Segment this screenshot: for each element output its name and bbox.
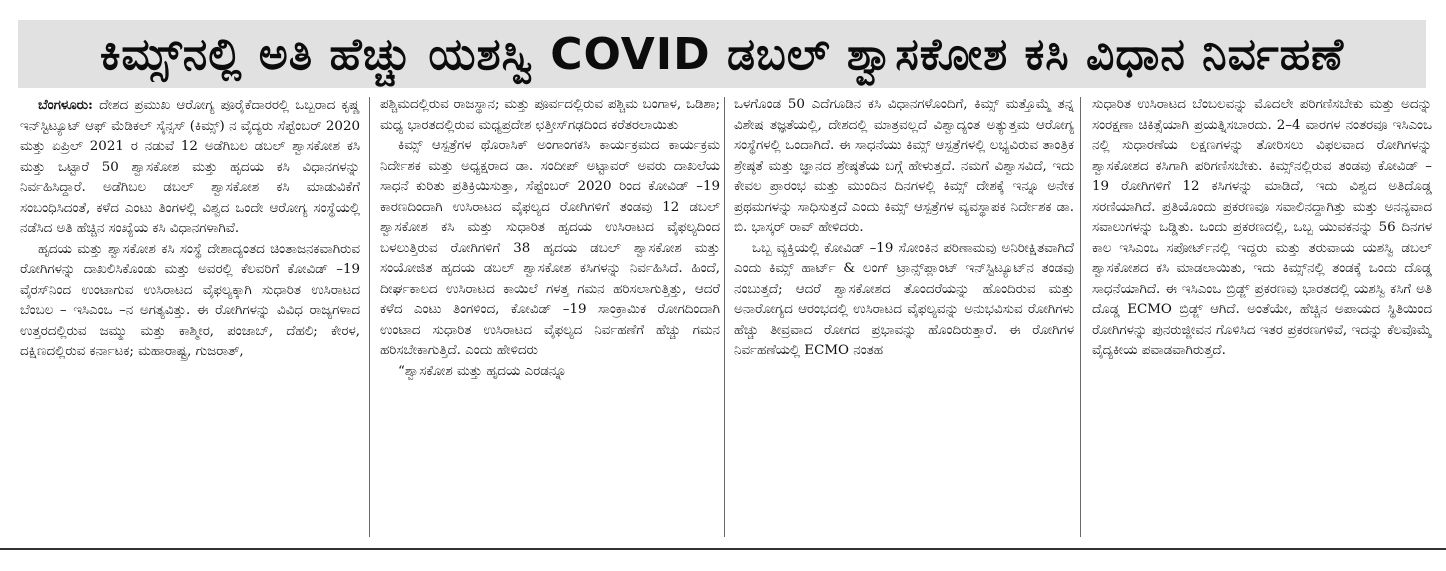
paragraph-text: ದೇಶದ ಪ್ರಮುಖ ಆರೋಗ್ಯ ಪೂರೈಕೆದಾರರಲ್ಲಿ ಒಬ್ಬರಾದ ಕೃಷ್ಣ ಇನ್‌ಸ್ಟಿಟ್ಯೂಟ್ ಆಫ್ ಮೆಡಿಕಲ್ ಸೈನ್ಸಸ್ (ಕಿಮ್ಸ್) ನ ವೈದ್ಯರು ಸೆಪ್ಟೆಂಬರ್ 2020 ಮತ್ತು ಏಪ್ರಿಲ್ 2021 ರ ನಡುವೆ 12 ಅಡೆಗಿಬಲ ಡಬಲ್ ಶ್ವಾಸಕೋಶ ಕಸಿ ಮತ್ತು ಒಟ್ಟಾರೆ 50 ಶ್ವಾಸಕೋಶ ಮತ್ತು ಹೃದಯ ಕಸಿ ವಿಧಾನಗಳನ್ನು ನಿರ್ವಹಿಸಿದ್ದಾರೆ. ಅಡೆಗಿಬಲ ಡಬಲ್ ಶ್ವಾಸಕೋಶ ಕಸಿ ಮಾಡುವಿಕೆಗೆ ಸಂಬಂಧಿಸಿದಂತೆ, ಕಳೆದ ಎಂಟು ತಿಂಗಳಲ್ಲಿ ವಿಶ್ವದ ಒಂದೇ ಆರೋಗ್ಯ ಸಂಸ್ಥೆಯಲ್ಲಿ ನಡೆಸಿದ ಅತಿ ಹೆಚ್ಚಿನ ಸಂಖ್ಯೆಯ ಕಸಿ ವಿಧಾನಗಳಾಗಿವೆ. — [20, 98, 360, 236]
headline: ಕಿಮ್ಸ್‌ನಲ್ಲಿ ಅತಿ ಹೆಚ್ಚು ಯಶಸ್ವಿ COVID ಡಬಲ್ ಶ್ವಾಸಕೋಶ ಕಸಿ ವಿಧಾನ ನಿರ್ವಹಣೆ — [18, 20, 1426, 88]
page-bottom-divider — [0, 548, 1446, 550]
article-paragraph: ಕಿಮ್ಸ್ ಆಸ್ಪತ್ರೆಗಳ ಥೊರಾಸಿಕ್ ಅಂಗಾಂಗಕಸಿ ಕಾರ್ಯಕ್ರಮದ ಕಾರ್ಯಕ್ರಮ ನಿರ್ದೇಶಕ ಮತ್ತು ಅಧ್ಯಕ್ಷರಾದ ಡಾ. ಸಂದೀಪ್ ಅಟ್ಟಾವರ್ ಅವರು ದಾಖಲೆಯ ಸಾಧನೆ ಕುರಿತು ಪ್ರತಿಕ್ರಿಯಿಸುತ್ತಾ, ಸೆಪ್ಟೆಂಬರ್ 2020 ರಿಂದ ಕೋವಿಡ್ –19 ಕಾರಣದಿಂದಾಗಿ ಉಸಿರಾಟದ ವೈಫಲ್ಯದ ರೋಗಿಗಳಿಗೆ ತಂಡವು 12 ಡಬಲ್ ಶ್ವಾಸಕೋಶ ಕಸಿ ಮತ್ತು ಸುಧಾರಿತ ಹೃದಯ ಉಸಿರಾಟದ ವೈಫಲ್ಯದಿಂದ ಬಳಲುತ್ತಿರುವ ರೋಗಿಗಳಿಗೆ 38 ಹೃದಯ ಡಬಲ್ ಶ್ವಾಸಕೋಶ ಮತ್ತು ಸಂಯೋಜಿತ ಹೃದಯ ಡಬಲ್ ಶ್ವಾಸಕೋಶ ಕಸಿಗಳನ್ನು ನಿರ್ವಹಿಸಿದೆ. ಹಿಂದೆ, ದೀರ್ಘಕಾಲದ ಉಸಿರಾಟದ ಕಾಯಿಲೆ ಗಳತ್ತ ಗಮನ ಹರಿಸಲಾಗುತ್ತಿತ್ತು, ಆದರೆ ಕಳೆದ ಎಂಟು ತಿಂಗಳಿಂದ, ಕೋವಿಡ್ –19 ಸಾಂಕ್ರಾಮಿಕ ರೋಗದಿಂದಾಗಿ ಉಂಟಾದ ಸುಧಾರಿತ ಉಸಿರಾಟದ ವೈಫಲ್ಯದ ನಿರ್ವಹಣೆಗೆ ಹೆಚ್ಚು ಗಮನ ಹರಿಸಬೇಕಾಗುತ್ತಿದೆ. ಎಂದು ಹೇಳಿದರು — [380, 138, 720, 358]
article-paragraph: ಸುಧಾರಿತ ಉಸಿರಾಟದ ಬೆಂಬಲವನ್ನು ಮೊದಲೇ ಪರಿಗಣಿಸಬೇಕು ಮತ್ತು ಅದನ್ನು ಸಂರಕ್ಷಣಾ ಚಿಕಿತ್ಸೆಯಾಗಿ ಪ್ರಯತ್ನಿಸಬಾರದು. 2–4 ವಾರಗಳ ನಂತರವೂ ಇಸಿಎಂಒ ನಲ್ಲಿ ಸುಧಾರಣೆಯ ಲಕ್ಷಣಗಳನ್ನು ತೋರಿಸಲು ವಿಫಲವಾದ ರೋಗಿಗಳನ್ನು ಶ್ವಾಸಕೋಶದ ಕಸಿಗಾಗಿ ಪರಿಗಣಿಸಬೇಕು. ಕಿಮ್ಸ್‌ನಲ್ಲಿರುವ ತಂಡವು ಕೋವಿಡ್ –19 ರೋಗಿಗಳಿಗೆ 12 ಕಸಿಗಳನ್ನು ಮಾಡಿದೆ, ಇದು ವಿಶ್ವದ ಅತಿದೊಡ್ಡ ಸರಣಿಯಾಗಿದೆ. ಪ್ರತಿಯೊಂದು ಪ್ರಕರಣವೂ ಸವಾಲಿನದ್ದಾಗಿತ್ತು ಮತ್ತು ಅನನ್ಯವಾದ ಸವಾಲುಗಳನ್ನು ಒಡ್ಡಿತು. ಒಂದು ಪ್ರಕರಣದಲ್ಲಿ, ಒಬ್ಬ ಯುವಕನನ್ನು 56 ದಿನಗಳ ಕಾಲ ಇಸಿಎಂಒ ಸಪೋರ್ಟ್‌ನಲ್ಲಿ ಇದ್ದರು ಮತ್ತು ತರುವಾಯ ಯಶಸ್ವಿ ಡಬಲ್ ಶ್ವಾಸಕೋಶದ ಕಸಿ ಮಾಡಲಾಯಿತು, ಇದು ಕಿಮ್ಸ್‌ನಲ್ಲಿ ತಂಡಕ್ಕೆ ಒಂದು ದೊಡ್ಡ ಸಾಧನೆಯಾಗಿದೆ. ಈ ಇಸಿಎಂಒ ಬ್ರಿಡ್ಜ್ ಪ್ರಕರಣವು ಭಾರತದಲ್ಲಿ ಯಶಸ್ವಿ ಕಸಿಗೆ ಅತಿ ದೊಡ್ಡ ECMO ಬ್ರಿಡ್ಜ್ ಆಗಿದೆ. ಅಂತೆಯೇ, ಹೆಚ್ಚಿನ ಅಪಾಯದ ಸ್ಥಿತಿಯಿಂದ ರೋಗಿಗಳನ್ನು ಪುನರುಜ್ಜೀವನ ಗೊಳಿಸಿದ ಇತರ ಪ್ರಕರಣಗಳಿವೆ, ಇದನ್ನು ಕೆಲವೊಮ್ಮೆ ವೈದ್ಯಕೀಯ ಪವಾಡವಾಗಿರುತ್ತದೆ. — [1092, 97, 1432, 358]
article-paragraph: “ಶ್ವಾಸಕೋಶ ಮತ್ತು ಹೃದಯ ಎರಡನ್ನೂ — [398, 363, 567, 379]
article-column-2 — [380, 95, 720, 543]
article-paragraph: ಒಬ್ಬ ವ್ಯಕ್ತಿಯಲ್ಲಿ ಕೋವಿಡ್ –19 ಸೋಂಕಿನ ಪರಿಣಾಮವು ಅನಿರೀಕ್ಷಿತವಾಗಿದೆ ಎಂದು ಕಿಮ್ಸ್ ಹಾರ್ಟ್ & ಲಂಗ್ ಟ್ರಾನ್ಸ್‌ಪ್ಲಾಂಟ್ ಇನ್‌ಸ್ಟಿಟ್ಯೂಟ್‌ನ ತಂಡವು ನಂಬುತ್ತದೆ; ಆದರೆ ಶ್ವಾಸಕೋಶದ ತೊಂದರೆಯನ್ನು ಹೊಂದಿರುವ ಮತ್ತು ಅನಾರೋಗ್ಯದ ಆರಂಭದಲ್ಲಿ ಉಸಿರಾಟದ ವೈಫಲ್ಯವನ್ನು ಅನುಭವಿಸುವ ರೋಗಿಗಳು ಹೆಚ್ಚು ತೀವ್ರವಾದ ರೋಗದ ಪ್ರಭಾವನ್ನು ಹೊಂದಿರುತ್ತಾರೆ. ಈ ರೋಗಿಗಳ ನಿರ್ವಹಣೆಯಲ್ಲಿ ECMO ನಂತಹ — [734, 240, 1074, 358]
article-paragraph: ಒಳಗೊಂಡ 50 ಎದೆಗೂಡಿನ ಕಸಿ ವಿಧಾನಗಳೊಂದಿಗೆ, ಕಿಮ್ಸ್ ಮತ್ತೊಮ್ಮೆ ತನ್ನ ವಿಶೇಷ ತಜ್ಞತೆಯಲ್ಲಿ, ದೇಶದಲ್ಲಿ ಮಾತ್ರವಲ್ಲದೆ ವಿಶ್ವಾದ್ಯಂತ ಅತ್ಯುತ್ತಮ ಆರೋಗ್ಯ ಸಂಸ್ಥೆಗಳಲ್ಲಿ ಒಂದಾಗಿದೆ. ಈ ಸಾಧನೆಯು ಕಿಮ್ಸ್ ಆಸ್ಪತ್ರೆಗಳಲ್ಲಿ ಲಭ್ಯವಿರುವ ತಾಂತ್ರಿಕ ಶ್ರೇಷ್ಠತೆ ಮತ್ತು ಜ್ಞಾನದ ಶ್ರೇಷ್ಠತೆಯ ಬಗ್ಗೆ ಹೇಳುತ್ತದೆ. ನಮಗೆ ವಿಶ್ವಾಸವಿದೆ, ಇದು ಕೇವಲ ಪ್ರಾರಂಭ ಮತ್ತು ಮುಂದಿನ ದಿನಗಳಲ್ಲಿ ಕಿಮ್ಸ್ ದೇಶಕ್ಕೆ ಇನ್ನೂ ಅನೇಕ ಪ್ರಥಮಗಳನ್ನು ಸಾಧಿಸುತ್ತದೆ ಎಂದು ಕಿಮ್ಸ್ ಆಸ್ಪತ್ರೆಗಳ ವ್ಯವಸ್ಥಾಪಕ ನಿರ್ದೇಶಕ ಡಾ. ಬಿ. ಭಾಸ್ಕರ್ ರಾವ್ ಹೇಳಿದರು. — [734, 97, 1074, 235]
article-paragraph — [20, 95, 360, 240]
column-divider — [724, 97, 725, 537]
article-column-1 — [20, 95, 360, 543]
column-divider — [1080, 97, 1081, 537]
dateline: ಬೆಂಗಳೂರು: — [38, 97, 93, 113]
article-paragraph: ಹೃದಯ ಮತ್ತು ಶ್ವಾಸಕೋಶ ಕಸಿ ಸಂಸ್ಥೆ ದೇಶಾದ್ಯಂತದ ಚಿಂತಾಜನಕವಾಗಿರುವ ರೋಗಿಗಳನ್ನು ದಾಖಲಿಸಿಕೊಂಡು ಮತ್ತು ಅವರಲ್ಲಿ ಕೆಲವರಿಗೆ ಕೋವಿಡ್ –19 ವೈರಸ್‌ನಿಂದ ಉಂಟಾಗುವ ಉಸಿರಾಟದ ವೈಫಲ್ಯಕ್ಕಾಗಿ ಸುಧಾರಿತ ಉಸಿರಾಟದ ಬೆಂಬಲ – ಇಸಿಎಂಒ –ನ ಅಗತ್ಯವಿತ್ತು. ಈ ರೋಗಿಗಳನ್ನು ವಿವಿಧ ರಾಜ್ಯಗಳಾದ ಉತ್ತರದಲ್ಲಿರುವ ಜಮ್ಮು ಮತ್ತು ಕಾಶ್ಮೀರ, ಪಂಜಾಬ್, ದೆಹಲಿ; ಕೇರಳ, ದಕ್ಷಿಣದಲ್ಲಿರುವ ಕರ್ನಾಟಕ; ಮಹಾರಾಷ್ಟ್ರ, ಗುಜರಾತ್, — [20, 241, 360, 359]
article-column-3 — [734, 95, 1074, 543]
article-column-4 — [1092, 95, 1432, 543]
article-body — [0, 95, 1446, 543]
article-paragraph: ಪಶ್ಚಿಮದಲ್ಲಿರುವ ರಾಜಸ್ಥಾನ; ಮತ್ತು ಪೂರ್ವದಲ್ಲಿರುವ ಪಶ್ಚಿಮ ಬಂಗಾಳ, ಒಡಿಶಾ; ಮಧ್ಯ ಭಾರತದಲ್ಲಿರುವ ಮಧ್ಯಪ್ರದೇಶ ಛತ್ತೀಸ್‌ಗಢದಿಂದ ಕರೆತರಲಾಯಿತು — [380, 97, 720, 133]
column-divider — [369, 97, 370, 537]
